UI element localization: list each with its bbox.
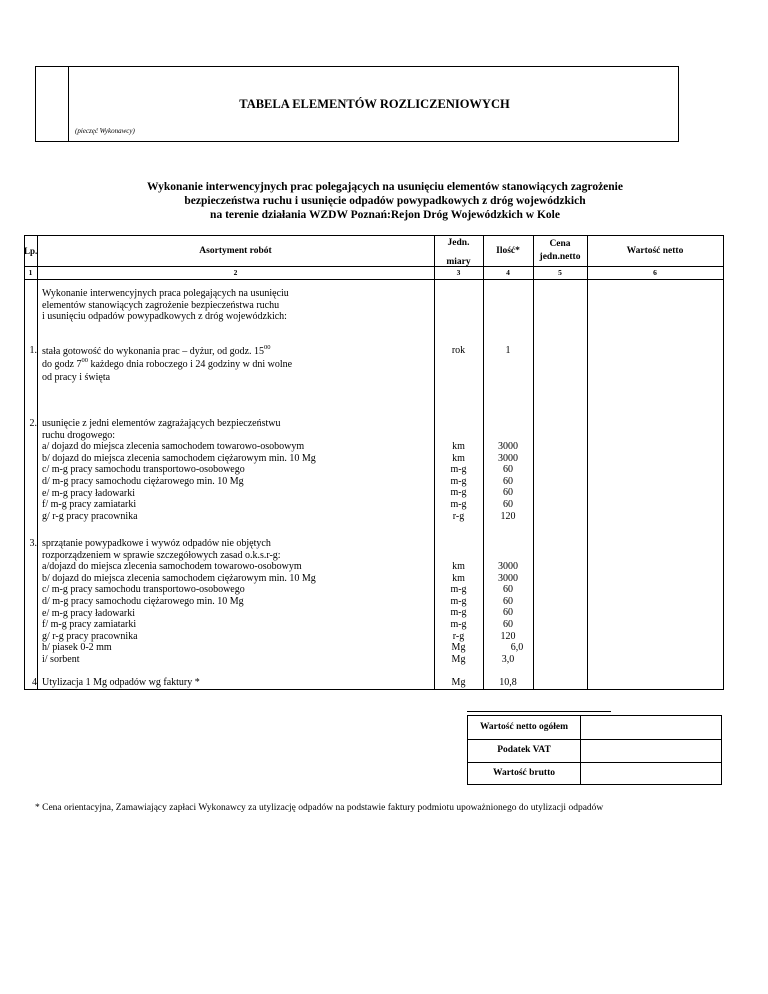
intro-heading bbox=[60, 180, 710, 222]
footnote: * Cena orientacyjna, Zamawiający zapłaci Wykonawcy za utylizację odpadów na podstawie faktury podmiotu upoważnionego do utylizacji odpadów bbox=[35, 803, 604, 813]
row-number: 2. bbox=[29, 418, 37, 429]
header-net-value: Wartość netto bbox=[626, 246, 684, 256]
column-divider bbox=[533, 235, 534, 690]
header-unit-price: Cena jedn.netto bbox=[539, 239, 581, 262]
row-number: 1. bbox=[29, 345, 37, 356]
column-number: 1 bbox=[28, 268, 33, 277]
row-number: 4 bbox=[32, 677, 37, 688]
intro-line: bezpieczeństwa ruchu i usunięcie odpadów powypadkowych z dróg wojewódzkich bbox=[184, 195, 586, 207]
intro-line: Wykonanie interwencyjnych prac polegających na usunięciu elementów stanowiących zagrożenie bbox=[147, 181, 623, 193]
gross-label: Wartość brutto bbox=[492, 768, 555, 778]
column-number: 4 bbox=[506, 268, 510, 277]
item-units: km km m-g m-g m-g m-g r-g bbox=[450, 441, 467, 522]
column-number: 6 bbox=[653, 268, 657, 277]
header-assortment: Asortyment robót bbox=[199, 246, 272, 256]
item-description: stała gotowość do wykonania prac – dyżur, od godz. $15^{00}$ do godz $7^{00}$ każdego dnia roboczego i 24 godziny w dni wolne od pracy i święta bbox=[42, 344, 293, 383]
row-number: 3. bbox=[29, 538, 37, 549]
totals-rule bbox=[467, 711, 611, 712]
item-quantities: 3000 3000 60 60 60 60 120 6,0 3,0 bbox=[498, 561, 524, 665]
table-border bbox=[24, 689, 724, 690]
item-unit: rok bbox=[451, 345, 466, 356]
column-number: 3 bbox=[456, 268, 461, 277]
column-divider bbox=[37, 235, 38, 690]
item-units: km km m-g m-g m-g m-g r-g Mg Mg bbox=[450, 561, 467, 665]
totals-box bbox=[467, 715, 722, 785]
item-unit: Mg bbox=[451, 677, 466, 688]
row-divider bbox=[468, 739, 721, 740]
item-description: usunięcie z jedni elementów zagrażających bezpieczeństwu ruchu drogowego: a/ dojazd do miejsca zlecenia samochodem towarowo-osobowym b/ dojazd do miejsca zlecenia samochodem ciężarowym min. 10 Mg c/ m-g pracy samochodu transportowo-osobowego d/ m-g pracy samochodu ciężarowego min. 10 Mg e/ m-g pracy ładowarki f/ m-g pracy zamiatarki g/ r-g pracy pracownika bbox=[42, 418, 316, 522]
table-intro: Wykonanie interwencyjnych praca polegających na usunięciu elementów stanowiących zagrożenie bezpieczeństwa ruchu i usunięciu odpadów powypadkowych z dróg wojewódzkich: bbox=[42, 288, 289, 323]
header-unit: Jedn. miary bbox=[446, 238, 471, 267]
item-description: Utylizacja 1 Mg odpadów wg faktury * bbox=[42, 677, 200, 688]
header-divider bbox=[68, 66, 69, 142]
elements-table bbox=[24, 235, 724, 690]
row-divider bbox=[24, 266, 724, 267]
row-divider bbox=[468, 762, 721, 763]
page-title: TABELA ELEMENTÓW ROZLICZENIOWYCH bbox=[239, 97, 510, 111]
header-lp: Lp. bbox=[24, 246, 38, 256]
item-quantities: 3000 3000 60 60 60 60 120 bbox=[498, 441, 518, 522]
column-number: 2 bbox=[233, 268, 238, 277]
item-description: sprzątanie powypadkowe i wywóz odpadów nie objętych rozporządzeniem w sprawie szczegółowych zasad o.k.s.r-g: a/dojazd do miejsca zlecenia samochodem towarowo-osobowym b/ dojazd do miejsca zlecenia samochodem ciężarowym min. 10 Mg c/ m-g pracy samochodu transportowo-osobowego d/ m-g pracy samochodu ciężarowego min. 10 Mg e/ m-g pracy ładowarki f/ m-g pracy zamiatarki g/ r-g pracy pracownika h/ piasek 0-2 mm i/ sorbent bbox=[42, 538, 316, 665]
header-quantity: Ilość* bbox=[496, 246, 520, 256]
intro-line: na terenie działania WZDW Poznań:Rejon Dróg Wojewódzkich w Kole bbox=[210, 209, 560, 221]
column-divider bbox=[580, 716, 581, 784]
table-border bbox=[24, 235, 724, 236]
table-border bbox=[24, 235, 25, 690]
item-quantity: 1 bbox=[505, 345, 511, 356]
table-border bbox=[723, 235, 724, 690]
column-divider bbox=[587, 235, 588, 690]
vat-label: Podatek VAT bbox=[497, 745, 551, 755]
stamp-label: (pieczęć Wykonawcy) bbox=[75, 127, 135, 135]
net-total-label: Wartość netto ogółem bbox=[479, 722, 569, 732]
row-divider bbox=[24, 279, 724, 280]
column-number: 5 bbox=[558, 268, 562, 277]
item-quantity: 10,8 bbox=[499, 677, 517, 688]
